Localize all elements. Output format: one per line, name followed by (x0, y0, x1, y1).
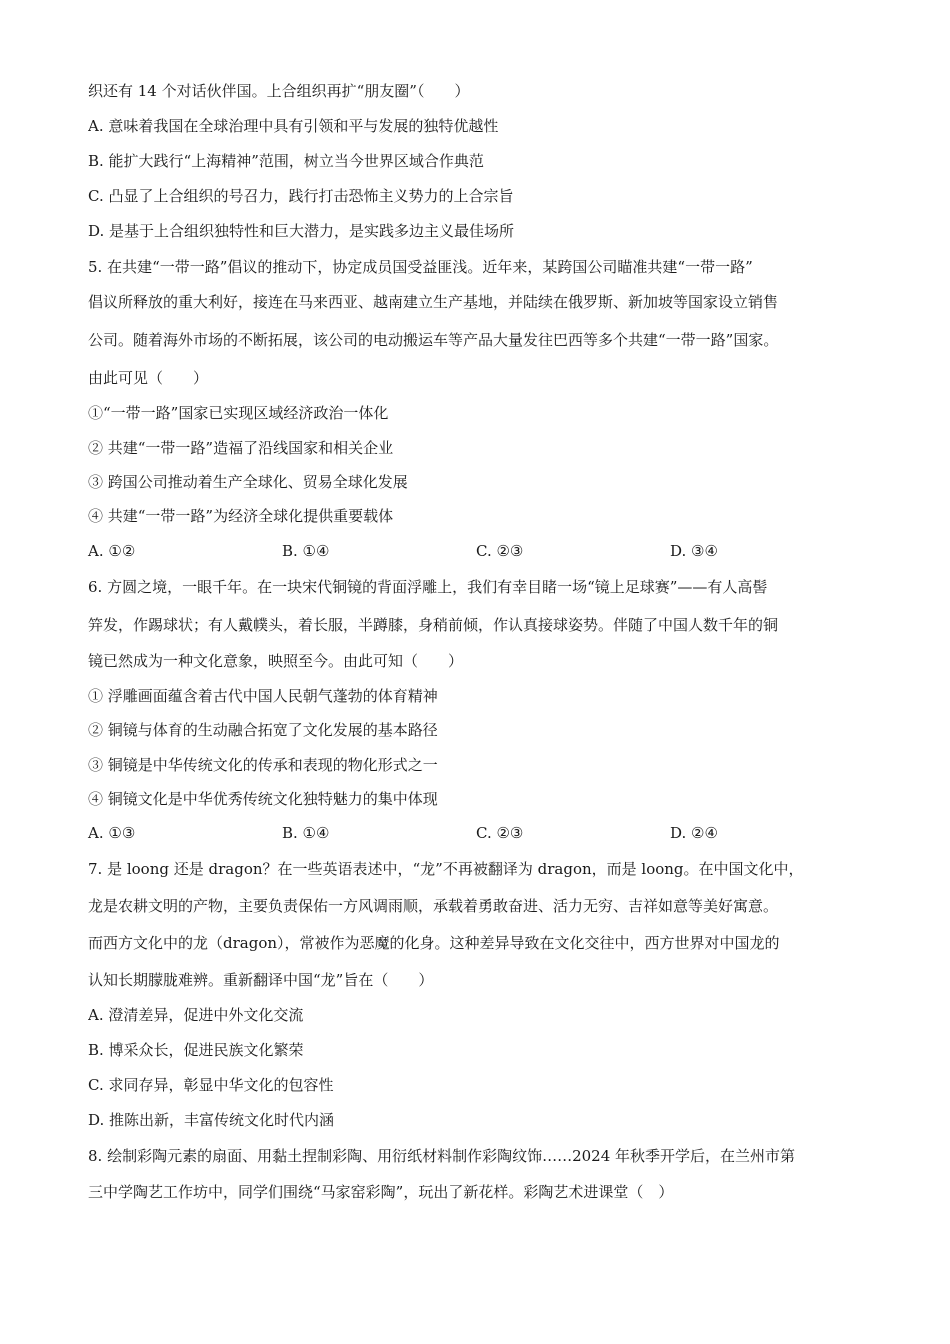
q7-stem-line-3: 而西方文化中的龙（dragon），常被作为恶魔的化身。这种差异导致在文化交往中，西方世界对中国龙的 (88, 934, 780, 952)
q6-stem-line-1: 6. 方圆之境，一眼千年。在一块宋代铜镜的背面浮雕上，我们有幸目睹一场“镜上足球赛”——有人高髻 (88, 578, 768, 596)
q5-stem-line-4: 由此可见（ ） (88, 369, 209, 387)
q4-option-b: B. 能扩大践行“上海精神”范围，树立当今世界区域合作典范 (88, 152, 484, 170)
q6-statement-1: ① 浮雕画面蕴含着古代中国人民朝气蓬勃的体育精神 (88, 687, 438, 705)
q6-statement-4: ④ 铜镜文化是中华优秀传统文化独特魅力的集中体现 (88, 790, 438, 808)
q5-choice-d: D. ③④ (670, 542, 718, 560)
q5-stem-line-3: 公司。随着海外市场的不断拓展，该公司的电动搬运车等产品大量发往巴西等多个共建“一带一路”国家。 (88, 331, 779, 349)
q5-choice-b: B. ①④ (282, 542, 330, 560)
q6-choice-a: A. ①③ (88, 824, 136, 842)
q8-stem-line-2: 三中学陶艺工作坊中，同学们围绕“马家窑彩陶”，玩出了新花样。彩陶艺术进课堂（ ） (88, 1183, 674, 1201)
q7-option-b: B. 博采众长，促进民族文化繁荣 (88, 1041, 304, 1059)
q8-stem-line-1: 8. 绘制彩陶元素的扇面、用黏土捏制彩陶、用衍纸材料制作彩陶纹饰……2024 年秋季开学后，在兰州市第 (88, 1147, 796, 1165)
q7-stem-line-1: 7. 是 loong 还是 dragon？在一些英语表述中，“龙”不再被翻译为 dragon，而是 loong。在中国文化中， (88, 860, 804, 878)
q7-option-d: D. 推陈出新，丰富传统文化时代内涵 (88, 1111, 335, 1129)
q6-statement-2: ② 铜镜与体育的生动融合拓宽了文化发展的基本路径 (88, 721, 438, 739)
q4-option-d: D. 是基于上合组织独特性和巨大潜力，是实践多边主义最佳场所 (88, 222, 515, 240)
q6-choice-d: D. ②④ (670, 824, 718, 842)
q4-option-a: A. 意味着我国在全球治理中具有引领和平与发展的独特优越性 (88, 117, 499, 135)
q5-statement-1: ①“一带一路”国家已实现区域经济政治一体化 (88, 404, 389, 422)
q6-stem-line-3: 镜已然成为一种文化意象，映照至今。由此可知（ ） (88, 652, 464, 670)
q7-option-a: A. 澄清差异，促进中外文化交流 (88, 1006, 304, 1024)
q6-statement-3: ③ 铜镜是中华传统文化的传承和表现的物化形式之一 (88, 756, 438, 774)
q4-stem-tail: 织还有 14 个对话伙伴国。上合组织再扩“朋友圈”（ ） (88, 82, 470, 100)
q7-option-c: C. 求同存异，彰显中华文化的包容性 (88, 1076, 334, 1094)
q5-stem-line-1: 5. 在共建“一带一路”倡议的推动下，协定成员国受益匪浅。近年来，某跨国公司瞄准共建“一带一路” (88, 258, 753, 276)
q5-choice-a: A. ①② (88, 542, 136, 560)
q6-stem-line-2: 笄发，作踢球状；有人戴幞头，着长服，半蹲膝，身稍前倾，作认真接球姿势。伴随了中国人数千年的铜 (88, 616, 779, 634)
q5-choice-c: C. ②③ (476, 542, 524, 560)
q5-statement-3: ③ 跨国公司推动着生产全球化、贸易全球化发展 (88, 473, 408, 491)
q5-statement-2: ② 共建“一带一路”造福了沿线国家和相关企业 (88, 439, 394, 457)
q4-option-c: C. 凸显了上合组织的号召力，践行打击恐怖主义势力的上合宗旨 (88, 187, 514, 205)
q7-stem-line-2: 龙是农耕文明的产物，主要负责保佑一方风调雨顺，承载着勇敢奋进、活力无穷、吉祥如意等美好寓意。 (88, 897, 779, 915)
q6-choice-b: B. ①④ (282, 824, 330, 842)
q5-stem-line-2: 倡议所释放的重大利好，接连在马来西亚、越南建立生产基地，并陆续在俄罗斯、新加坡等国家设立销售 (88, 293, 779, 311)
q7-stem-line-4: 认知长期朦胧难辨。重新翻译中国“龙”旨在（ ） (88, 971, 434, 989)
q5-statement-4: ④ 共建“一带一路”为经济全球化提供重要载体 (88, 507, 394, 525)
q6-choice-c: C. ②③ (476, 824, 524, 842)
